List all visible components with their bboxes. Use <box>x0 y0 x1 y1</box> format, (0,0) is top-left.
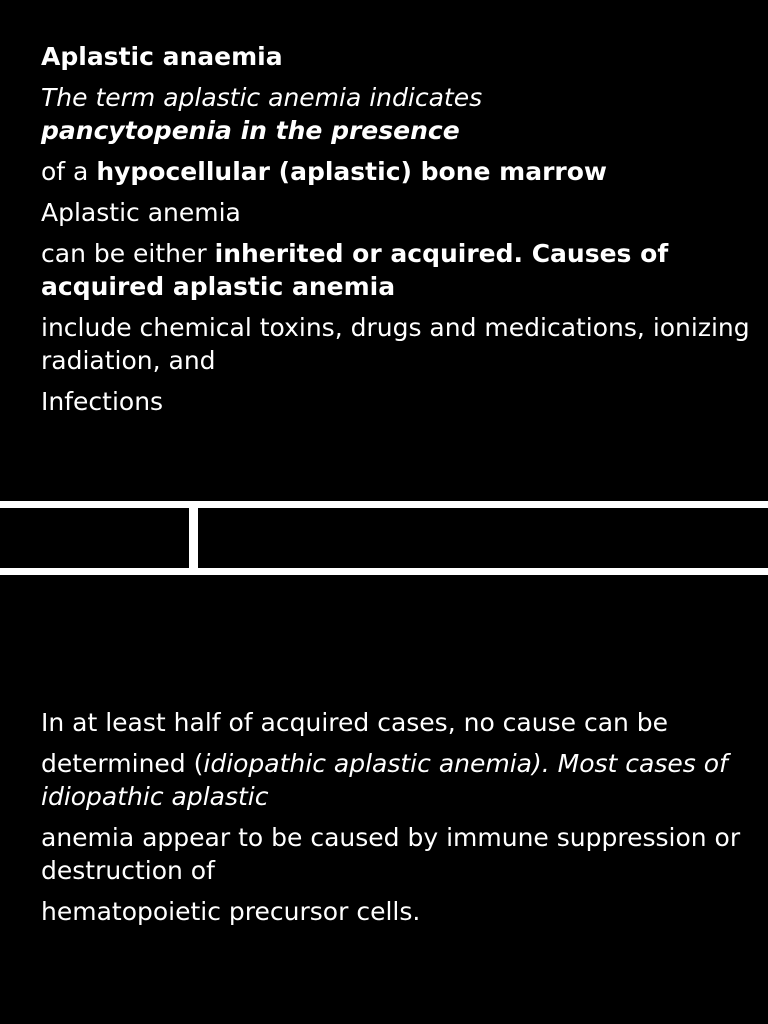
causes-emphasis: inherited or acquired. Causes of acquired aplastic anemia <box>41 239 669 301</box>
immune-paragraph: anemia appear to be caused by immune suppression or destruction of <box>41 823 741 885</box>
idiopathic-paragraph <box>41 747 751 813</box>
vertical-divider-line <box>189 504 198 572</box>
infections-line: Infections <box>41 387 164 416</box>
causes-paragraph <box>41 237 751 303</box>
idiopathic-prefix: determined ( <box>41 749 204 778</box>
toxins-paragraph: include chemical toxins, drugs and medications, ionizing radiation, and <box>41 313 750 375</box>
aplastic-anemia-line: Aplastic anemia <box>41 198 241 227</box>
page-title: Aplastic anaemia <box>41 42 283 71</box>
marrow-prefix: of a <box>41 157 97 186</box>
marrow-paragraph <box>41 155 751 188</box>
definition-text: The term aplastic anemia indicates <box>41 83 483 112</box>
idiopathic-emphasis: idiopathic aplastic anemia). Most cases of idiopathic aplastic <box>41 749 728 811</box>
half-cases-line: In at least half of acquired cases, no cause can be <box>41 708 669 737</box>
marrow-emphasis: hypocellular (aplastic) bone marrow <box>96 157 608 186</box>
precursor-line: hematopoietic precursor cells. <box>41 897 421 926</box>
bottom-text-block <box>41 706 751 928</box>
bottom-divider-line <box>0 568 768 575</box>
definition-emphasis: pancytopenia in the presence <box>41 116 460 145</box>
definition-paragraph <box>41 81 751 147</box>
top-text-block <box>41 40 751 418</box>
causes-prefix: can be either <box>41 239 215 268</box>
top-divider-line <box>0 501 768 508</box>
